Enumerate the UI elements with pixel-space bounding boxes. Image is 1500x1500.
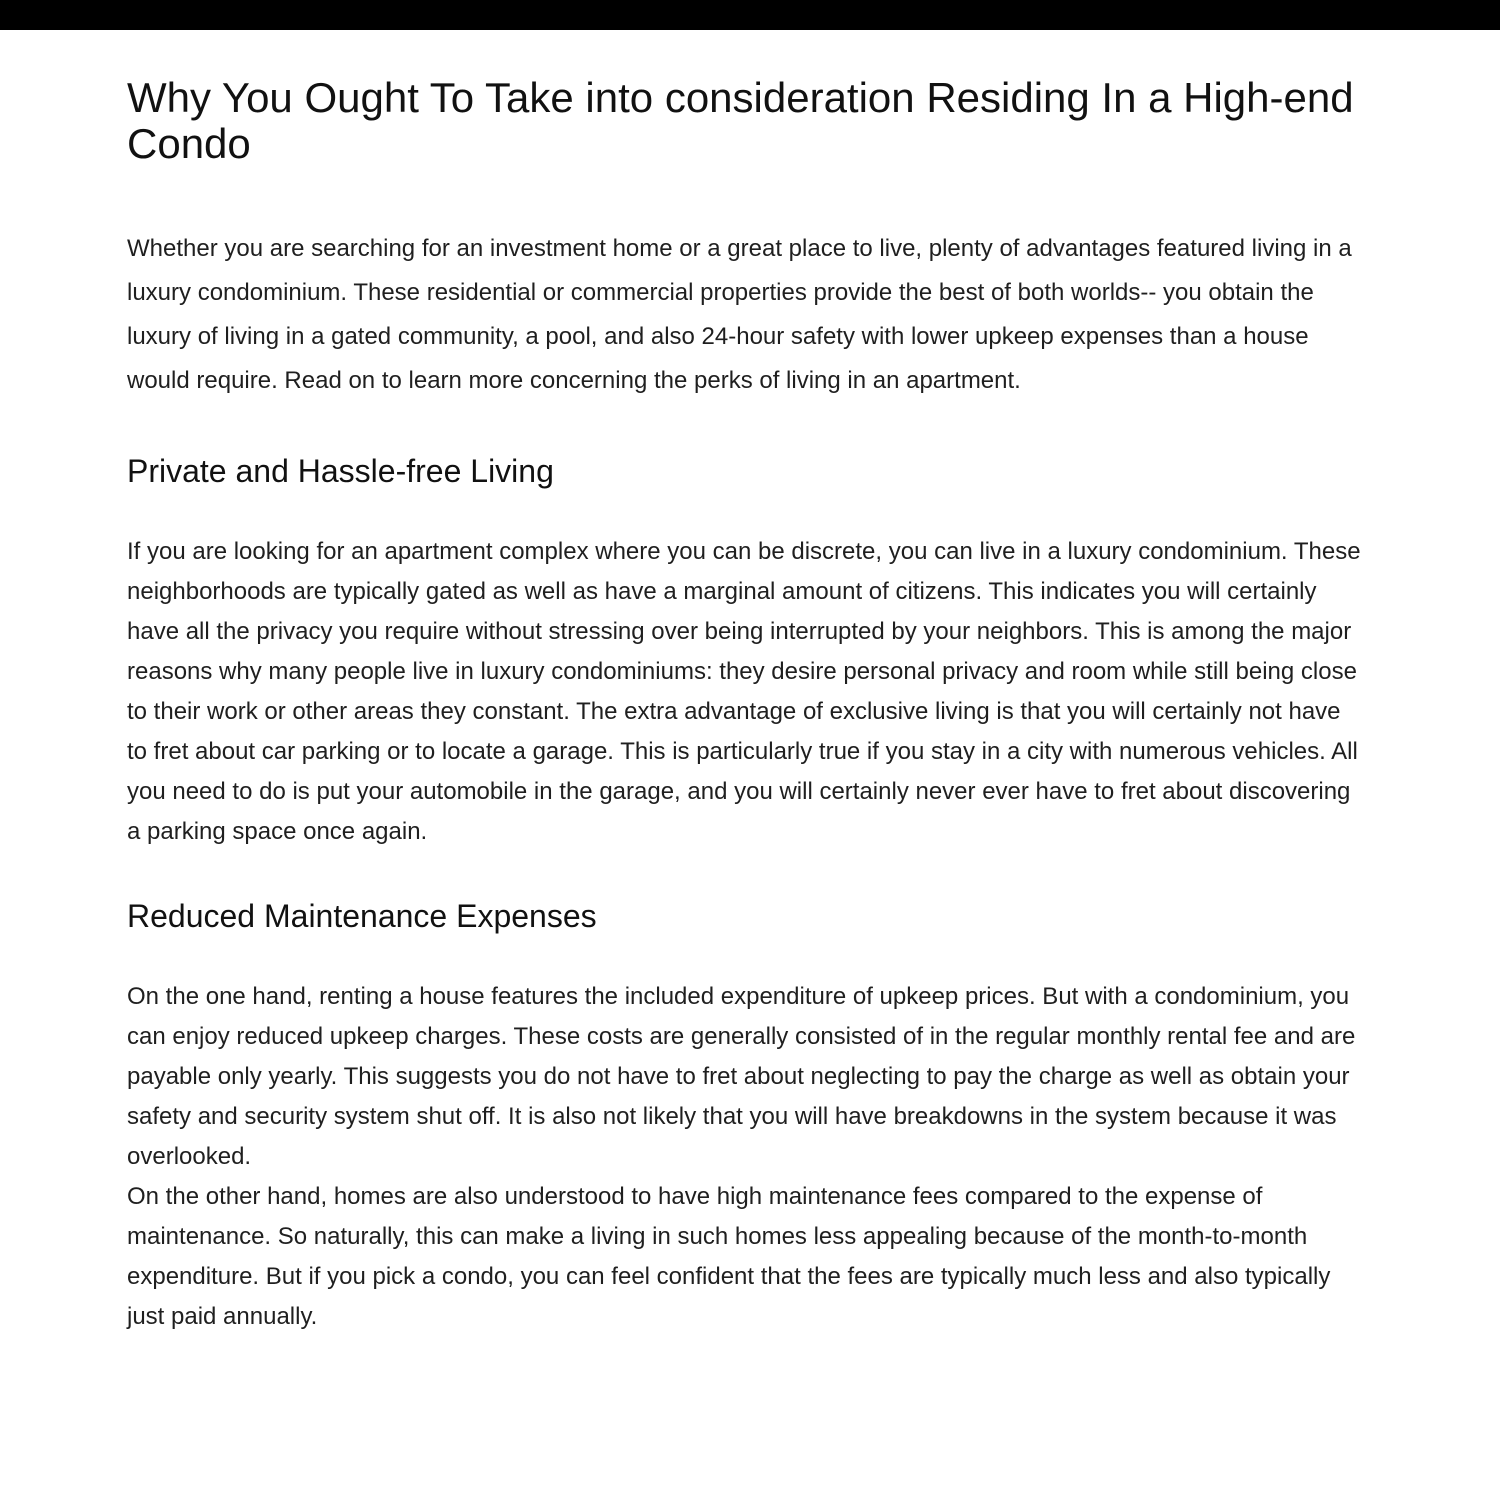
intro-paragraph: Whether you are searching for an investment home or a great place to live, plenty of advantages featured living in a luxury condominium. These residential or commercial properties provide the best of both worlds-- you obtain the luxury of living in a gated community, a pool, and also 24-hour safety with lower upkeep expenses than a house would require. Read on to learn more concerning the perks of living in an apartment. [127, 235, 1352, 395]
section-heading-private-living: Private and Hassle-free Living [127, 453, 554, 490]
section-paragraph: On the other hand, homes are also understood to have high maintenance fees compared to the expense of maintenance. So naturally, this can make a living in such homes less appealing because of the month-to-month expenditure. But if you pick a condo, you can feel confident that the fees are typically much less and also typically just paid annually. [127, 1183, 1331, 1331]
section-paragraph: If you are looking for an apartment complex where you can be discrete, you can live in a luxury condominium. These neighborhoods are typically gated as well as have a marginal amount of citizens. This indicates you will certainly have all the privacy you require without stressing over being interrupted by your neighbors. This is among the major reasons why many people live in luxury condominiums: they desire personal privacy and room while still being close to their work or other areas they constant. The extra advantage of exclusive living is that you will certainly not have to fret about car parking or to locate a garage. This is particularly true if you stay in a city with numerous vehicles. All you need to do is put your automobile in the garage, and you will certainly never ever have to fret about discovering a parking space once again. [127, 538, 1361, 846]
section-heading-reduced-maintenance: Reduced Maintenance Expenses [127, 898, 597, 935]
section-reduced-maintenance [127, 898, 1365, 1337]
section-paragraph: On the one hand, renting a house features the included expenditure of upkeep prices. But with a condominium, you can enjoy reduced upkeep charges. These costs are generally consisted of in the regular monthly rental fee and are payable only yearly. This suggests you do not have to fret about neglecting to pay the charge as well as obtain your safety and security system shut off. It is also not likely that you will have breakdowns in the system because it was overlooked. [127, 983, 1356, 1171]
top-bar [0, 0, 1500, 30]
section-private-living [127, 453, 1365, 852]
article-content [0, 30, 1500, 1423]
article-title: Why You Ought To Take into consideration Residing In a High-end Condo [127, 74, 1354, 168]
